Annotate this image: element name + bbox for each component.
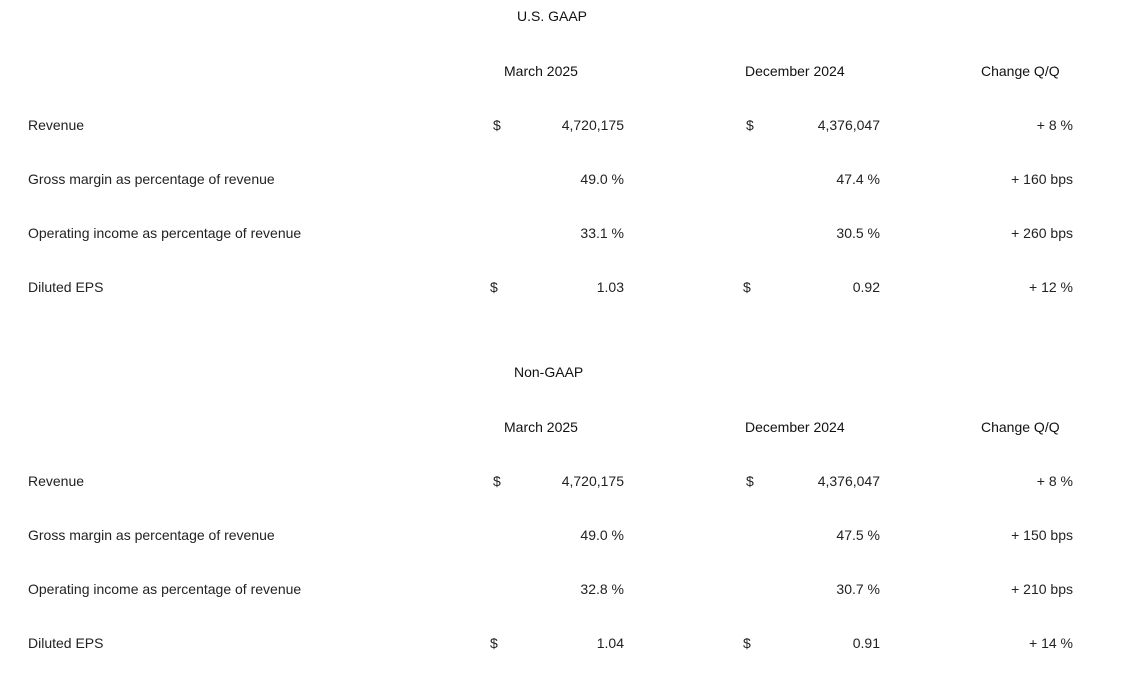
nongaap-row-diluted-eps-march: 1.04 (596, 635, 624, 651)
gaap-row-revenue-currency-2: $ (746, 117, 754, 133)
gaap-row-operating-income-change: + 260 bps (1011, 225, 1073, 241)
gaap-row-operating-income-label: Operating income as percentage of revenue (28, 225, 302, 241)
nongaap-row-gross-margin-label: Gross margin as percentage of revenue (28, 527, 275, 543)
gaap-header-december-2024: December 2024 (745, 63, 845, 79)
nongaap-section-title: Non-GAAP (514, 364, 584, 380)
nongaap-header-march-2025: March 2025 (504, 419, 578, 435)
nongaap-row-revenue-label: Revenue (28, 473, 85, 489)
gaap-row-revenue-march: 4,720,175 (561, 117, 624, 133)
gaap-row-diluted-eps-currency-1: $ (490, 279, 498, 295)
gaap-header-march-2025: March 2025 (504, 63, 578, 79)
nongaap-row-gross-margin-change: + 150 bps (1011, 527, 1073, 543)
nongaap-row-diluted-eps-label: Diluted EPS (28, 635, 104, 651)
gaap-row-diluted-eps-currency-2: $ (743, 279, 751, 295)
gaap-row-revenue-december: 4,376,047 (817, 117, 880, 133)
gaap-row-gross-margin-december: 47.4 % (836, 171, 880, 187)
nongaap-row-diluted-eps-change: + 14 % (1029, 635, 1073, 651)
gaap-row-diluted-eps-label: Diluted EPS (28, 279, 104, 295)
gaap-row-diluted-eps-change: + 12 % (1029, 279, 1073, 295)
nongaap-header-december-2024: December 2024 (745, 419, 845, 435)
gaap-row-diluted-eps-december: 0.92 (852, 279, 880, 295)
nongaap-row-revenue-currency-1: $ (493, 473, 501, 489)
nongaap-row-diluted-eps-currency-2: $ (743, 635, 751, 651)
gaap-row-gross-margin-label: Gross margin as percentage of revenue (28, 171, 275, 187)
gaap-row-diluted-eps-march: 1.03 (596, 279, 624, 295)
nongaap-row-revenue-december: 4,376,047 (817, 473, 880, 489)
gaap-section-title: U.S. GAAP (517, 8, 588, 24)
nongaap-row-revenue-change: + 8 % (1036, 473, 1073, 489)
nongaap-row-diluted-eps-currency-1: $ (490, 635, 498, 651)
gaap-row-revenue-label: Revenue (28, 117, 85, 133)
gaap-row-revenue-change: + 8 % (1036, 117, 1073, 133)
nongaap-row-operating-income-march: 32.8 % (580, 581, 624, 597)
gaap-header-change-qq: Change Q/Q (981, 63, 1060, 79)
nongaap-row-diluted-eps-december: 0.91 (852, 635, 880, 651)
nongaap-row-revenue-currency-2: $ (746, 473, 754, 489)
nongaap-row-revenue-march: 4,720,175 (561, 473, 624, 489)
gaap-row-revenue-currency-1: $ (493, 117, 501, 133)
gaap-row-operating-income-march: 33.1 % (580, 225, 624, 241)
gaap-row-operating-income-december: 30.5 % (836, 225, 880, 241)
nongaap-row-operating-income-december: 30.7 % (836, 581, 880, 597)
nongaap-row-gross-margin-march: 49.0 % (580, 527, 624, 543)
nongaap-row-operating-income-label: Operating income as percentage of revenue (28, 581, 302, 597)
gaap-row-gross-margin-change: + 160 bps (1011, 171, 1073, 187)
nongaap-header-change-qq: Change Q/Q (981, 419, 1060, 435)
nongaap-row-operating-income-change: + 210 bps (1011, 581, 1073, 597)
nongaap-row-gross-margin-december: 47.5 % (836, 527, 880, 543)
gaap-row-gross-margin-march: 49.0 % (580, 171, 624, 187)
